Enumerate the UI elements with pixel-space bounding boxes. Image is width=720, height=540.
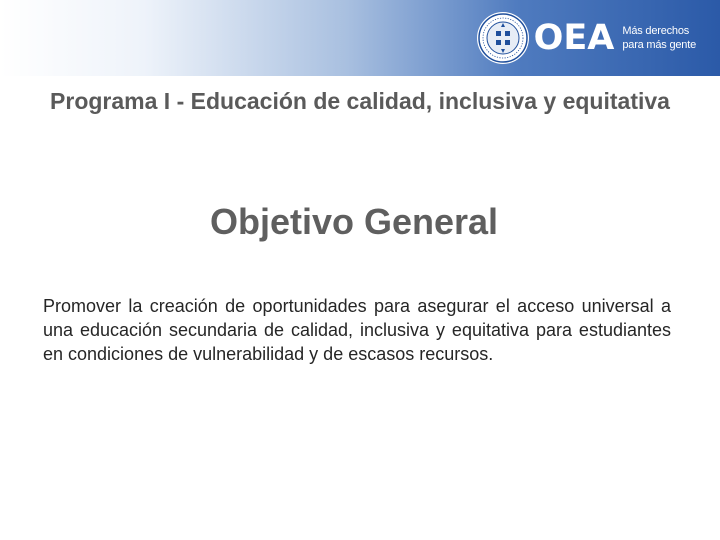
oea-logo	[476, 9, 696, 67]
program-title: Programa I - Educación de calidad, inclusiva y equitativa	[50, 88, 670, 114]
section-title: Objetivo General	[209, 201, 499, 242]
logo-text: OEA	[533, 17, 615, 58]
objective-paragraph: Promover la creación de oportunidades para asegurar el acceso universal a una educación secundaria de calidad, inclusiva y equitativa para estudiantes en condiciones de vulnerabilidad y de escasos recursos.	[43, 296, 671, 364]
logo-tagline	[622, 24, 696, 52]
tagline-line-1: Más derechos	[622, 25, 690, 37]
tagline-line-2: para más gente	[622, 39, 696, 51]
header-band	[0, 0, 720, 76]
oas-seal-icon	[476, 11, 530, 65]
